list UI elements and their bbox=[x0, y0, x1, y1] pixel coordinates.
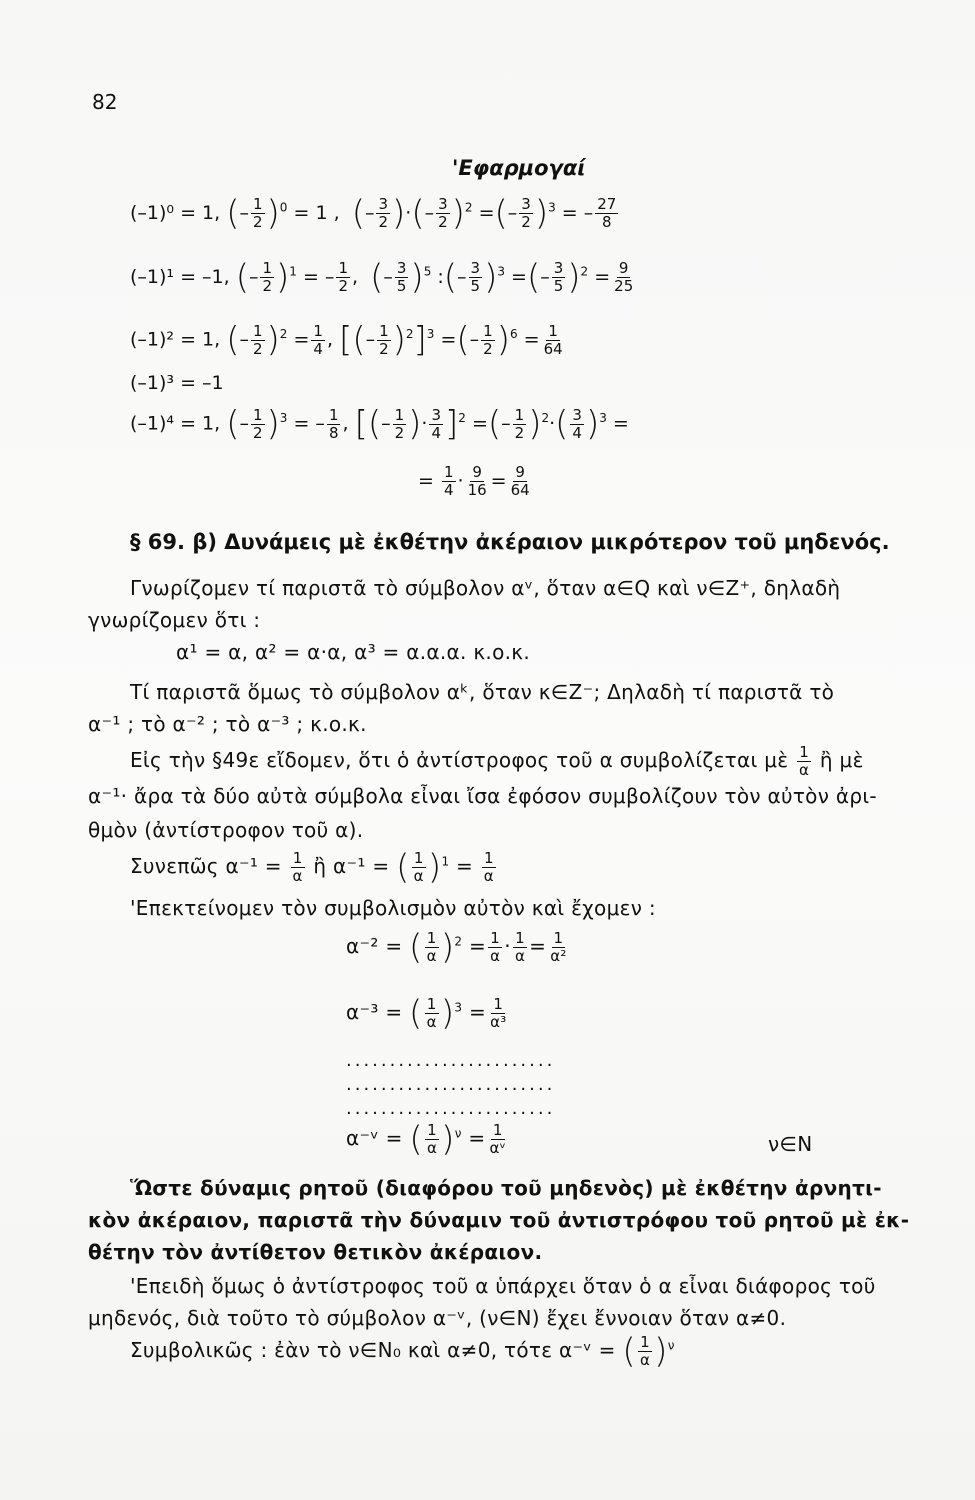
equation-row-6: = $\frac{1}{4}$ · $\frac{9}{16}$ = $\frac{9}{64}$ bbox=[418, 463, 530, 499]
rule-line-3: θέτην τὸν ἀντίθετον θετικὸν ἀκέραιον. bbox=[88, 1240, 543, 1264]
paragraph-7-line-1: 'Επειδὴ ὅμως ὁ ἀντίστροφος τοῦ α ὑπάρχει ὅταν ὁ α εἶναι διάφορος τοῦ bbox=[130, 1274, 876, 1298]
paragraph-2-line-1: Τί παριστᾶ ὅμως τὸ σύμβολον αᵏ, ὅταν κ∈Z⁻; Δηλαδὴ τί παριστᾶ τὸ bbox=[130, 680, 835, 704]
paragraph-2-line-2: α⁻¹ ; τὸ α⁻² ; τὸ α⁻³ ; κ.ο.κ. bbox=[88, 712, 367, 736]
paragraph-1-line-1: Γνωρίζομεν τί παριστᾶ τὸ σύμβολον αᵛ, ὅταν α∈Q καὶ ν∈Z⁺, δηλαδὴ bbox=[130, 576, 841, 600]
equation-row-2: (–1)¹ = –1, (– $\frac{1}{2}$ )$^1$ = – $\frac{1}{2}$ , (– $\frac{3}{5}$ )$^5$ :(– $\frac{3}{5}$ )$^3$ =(– $\frac{3}{5}$ )$^2$ = $\frac{9}{25}$ bbox=[130, 257, 634, 298]
example-a-minus-2: α⁻² = ( $\frac{1}{\alpha}$ )$^2$ = $\frac{1}{\alpha}$ · $\frac{1}{\alpha}$ = $\frac{1}{\text{α²}}$ bbox=[346, 927, 567, 968]
rule-line-1: Ὥστε δύναμις ρητοῦ (διαφόρου τοῦ μηδενὸς) μὲ ἐκθέτην ἀρνητι- bbox=[130, 1176, 882, 1200]
paragraph-3-line-1: Εἰς τὴν §49ε εἴδομεν, ὅτι ὁ ἀντίστροφος τοῦ α συμβολίζεται μὲ $\frac{1}{\alpha}$ ἢ μὲ bbox=[130, 743, 864, 779]
example-a-minus-n: α⁻ᵛ = ( $\frac{1}{\alpha}$ )$^\nu$ = $\frac{1}{\text{αᵛ}}$ bbox=[346, 1119, 507, 1160]
example-a-minus-3: α⁻³ = ( $\frac{1}{\alpha}$ )$^3$ = $\frac{1}{\text{α³}}$ bbox=[346, 993, 507, 1034]
paragraph-7-line-2: μηδενός, διὰ τοῦτο τὸ σύμβολον α⁻ᵛ, (ν∈N) ἔχει ἔννοιαν ὅταν α≠0. bbox=[88, 1306, 787, 1330]
equation-row-1: (–1)⁰ = 1, (– $\frac{1}{2}$ )$^0$ = 1 , (– $\frac{3}{2}$ )·(– $\frac{3}{2}$ )$^2$ =(– $\frac{3}{2}$ )$^3$ = – $\frac{27}{8}$ bbox=[130, 193, 617, 234]
dotted-line-1: ........................ bbox=[346, 1050, 556, 1071]
paragraph-3-line-3: θμὸν (ἀντίστροφον τοῦ α). bbox=[88, 818, 364, 842]
equation-row-4: (–1)³ = –1 bbox=[130, 372, 224, 394]
heading-applications: 'Εφαρμογαί bbox=[452, 156, 586, 180]
paragraph-4: Συνεπῶς α⁻¹ = $\frac{1}{\alpha}$ ἢ α⁻¹ = ( $\frac{1}{\alpha}$ )$^1$ = $\frac{1}{\alpha}$ bbox=[130, 847, 494, 888]
condition-n-in-N: ν∈N bbox=[768, 1132, 813, 1156]
paragraph-8: Συμβολικῶς : ἐὰν τὸ ν∈N₀ καὶ α≠0, τότε α⁻ᵛ = ( $\frac{1}{\alpha}$ )$^\nu$ bbox=[130, 1331, 675, 1372]
paragraph-1-line-3: α¹ = α, α² = α·α, α³ = α.α.α. κ.ο.κ. bbox=[176, 640, 531, 664]
page-number: 82 bbox=[92, 90, 118, 114]
paragraph-1-line-2: γνωρίζομεν ὅτι : bbox=[88, 608, 261, 632]
rule-line-2: κὸν ἀκέραιον, παριστᾶ τὴν δύναμιν τοῦ ἀντιστρόφου τοῦ ρητοῦ μὲ ἐκ- bbox=[88, 1208, 910, 1232]
fraction: $\frac{1}{2}$ bbox=[252, 195, 263, 231]
section-title: § 69. β) Δυνάμεις μὲ ἐκθέτην ἀκέραιον μικρότερον τοῦ μηδενός. bbox=[130, 530, 890, 554]
equation-row-5: (–1)⁴ = 1, (– $\frac{1}{2}$ )$^3$ = – $\frac{1}{8}$ , [(– $\frac{1}{2}$ )· $\frac{3}{4}$ ]$^2$ =(– $\frac{1}{2}$ )$^2$·( $\frac{3}{4}$ )$^3$ = bbox=[130, 404, 629, 444]
paragraph-5: 'Επεκτείνομεν τὸν συμβολισμὸν αὐτὸν καὶ ἔχομεν : bbox=[130, 896, 656, 920]
equation-row-3: (–1)² = 1, (– $\frac{1}{2}$ )$^2$ = $\frac{1}{4}$ , [(– $\frac{1}{2}$ )$^2$]$^3$ =(– $\frac{1}{2}$ )$^6$ = $\frac{1}{64}$ bbox=[130, 320, 563, 360]
paragraph-3-line-2: α⁻¹· ἄρα τὰ δύο αὐτὰ σύμβολα εἶναι ἴσα ἐφόσον συμβολίζουν τὸν αὐτὸν ἀρι- bbox=[88, 784, 877, 808]
dotted-line-2: ........................ bbox=[346, 1074, 556, 1095]
dotted-line-3: ........................ bbox=[346, 1098, 556, 1119]
